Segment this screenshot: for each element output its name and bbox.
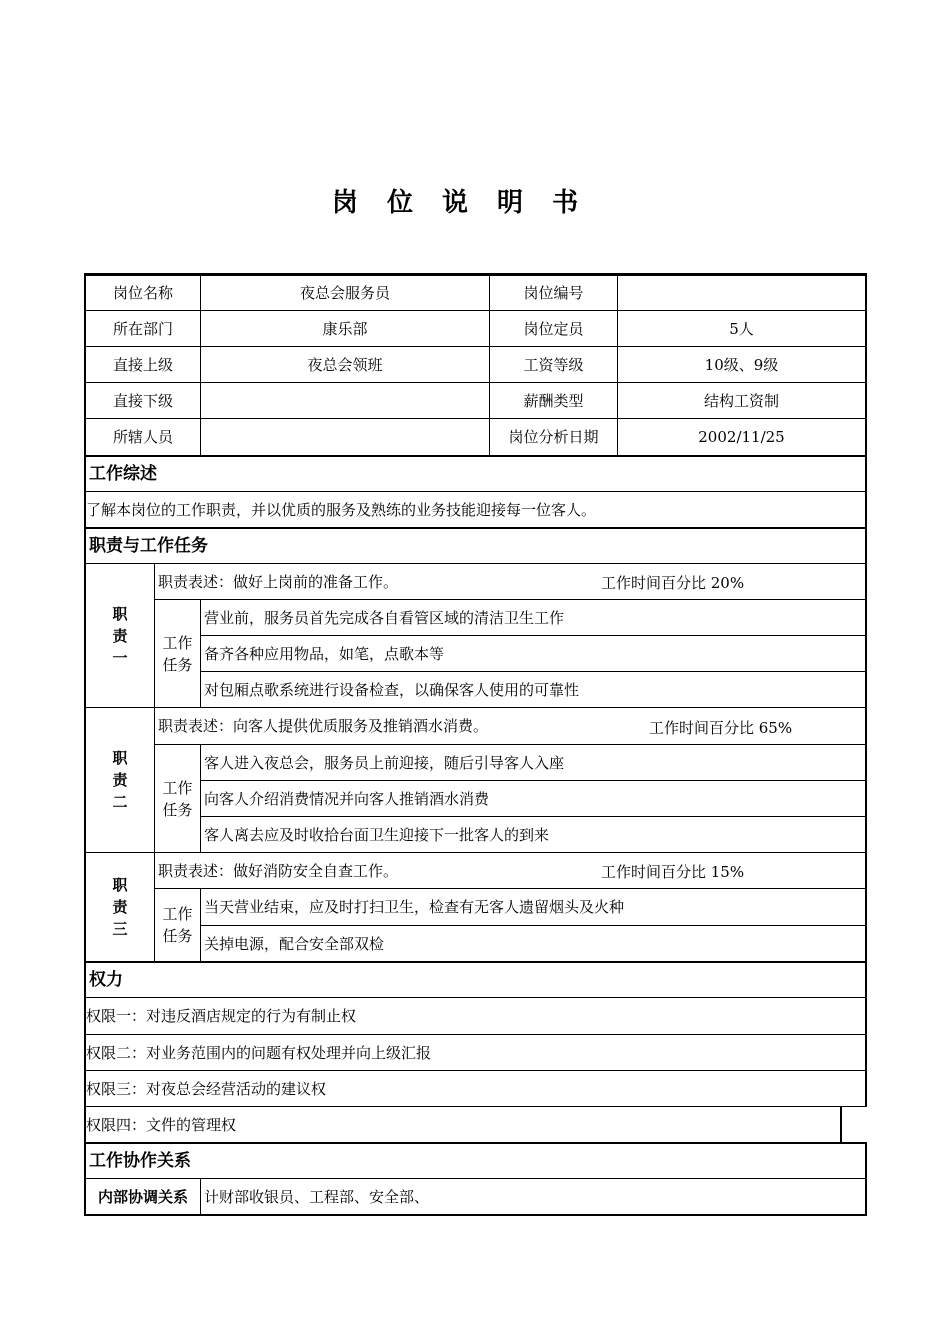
superior-value: 夜总会领班 <box>307 355 383 374</box>
salary-grade-label: 工资等级 <box>523 355 584 374</box>
internal-collab-text: 计财部收银员、工程部、安全部、 <box>204 1187 430 1206</box>
duty-3-task-1: 当天营业结束，应及时打扫卫生，检查有无客人遗留烟头及火种 <box>204 898 625 916</box>
duty-1-label: 职 责 一 <box>112 604 128 667</box>
summary-text: 了解本岗位的工作职责，并以优质的服务及熟练的业务技能迎接每一位客人。 <box>86 500 597 519</box>
duty-1-percent: 工作时间百分比 20% <box>601 574 745 592</box>
position-name-label: 岗位名称 <box>112 284 173 302</box>
collab-heading: 工作协作关系 <box>89 1151 191 1171</box>
duty-2-statement: 职责表述：向客人提供优质服务及推销酒水消费。 <box>158 717 489 735</box>
superior-label: 直接上级 <box>112 355 173 374</box>
power-item-4: 权限四：文件的管理权 <box>86 1115 237 1134</box>
duty-3-task-label: 工作 任务 <box>162 905 193 945</box>
duty-3-task-2: 关掉电源，配合安全部双检 <box>204 934 385 953</box>
department-value: 康乐部 <box>322 319 368 338</box>
power-item-2: 权限二：对业务范围内的问题有权处理并向上级汇报 <box>86 1043 432 1062</box>
duty-1-task-label: 工作 任务 <box>162 633 193 674</box>
pay-type-label: 薪酬类型 <box>523 391 584 410</box>
summary-heading: 工作综述 <box>89 464 157 484</box>
duty-1-task-1: 营业前，服务员首先完成各自看管区域的清洁卫生工作 <box>204 608 565 627</box>
department-label: 所在部门 <box>112 319 173 338</box>
internal-collab-label: 内部协调关系 <box>97 1187 188 1206</box>
headcount-value: 5人 <box>729 319 754 338</box>
subordinate-value <box>201 383 489 418</box>
headcount-label: 岗位定员 <box>523 319 584 338</box>
power-heading: 权力 <box>89 970 123 990</box>
position-name-value: 夜总会服务员 <box>299 284 390 302</box>
duty-1-statement: 职责表述：做好上岗前的准备工作。 <box>158 572 399 591</box>
pay-type-value: 结构工资制 <box>703 391 779 410</box>
salary-grade-value: 10级、9级 <box>704 355 779 374</box>
power-item-1: 权限一：对违反酒店规定的行为有制止权 <box>86 1007 357 1025</box>
duty-2-task-2: 向客人介绍消费情况并向客人推销酒水消费 <box>204 789 490 808</box>
duty-1-task-2: 备齐各种应用物品，如笔，点歌本等 <box>204 644 445 663</box>
duties-heading: 职责与工作任务 <box>89 536 208 556</box>
duty-2-task-label: 工作 任务 <box>162 778 193 819</box>
duty-2-label: 职 责 二 <box>112 749 128 811</box>
analysis-date-value: 2002/11/25 <box>698 428 785 446</box>
duty-2-task-3: 客人离去应及时收拾台面卫生迎接下一批客人的到来 <box>204 825 550 844</box>
duty-1-task-3: 对包厢点歌系统进行设备检查，以确保客人使用的可靠性 <box>204 680 580 699</box>
page-title: 岗 位 说 明 书 <box>331 188 589 218</box>
staff-value <box>201 419 489 455</box>
duty-3-label: 职 责 三 <box>112 876 128 938</box>
position-code-label: 岗位编号 <box>523 284 584 302</box>
analysis-date-label: 岗位分析日期 <box>508 428 599 446</box>
staff-label: 所辖人员 <box>112 428 173 446</box>
duty-3-statement: 职责表述：做好消防安全自查工作。 <box>158 861 399 880</box>
power-item-3: 权限三：对夜总会经营活动的建议权 <box>86 1079 327 1098</box>
position-code-value <box>618 276 865 310</box>
subordinate-label: 直接下级 <box>112 391 173 410</box>
duty-2-percent: 工作时间百分比 65% <box>649 719 793 737</box>
duty-3-percent: 工作时间百分比 15% <box>601 863 745 881</box>
duty-2-task-1: 客人进入夜总会，服务员上前迎接，随后引导客人入座 <box>204 753 565 772</box>
